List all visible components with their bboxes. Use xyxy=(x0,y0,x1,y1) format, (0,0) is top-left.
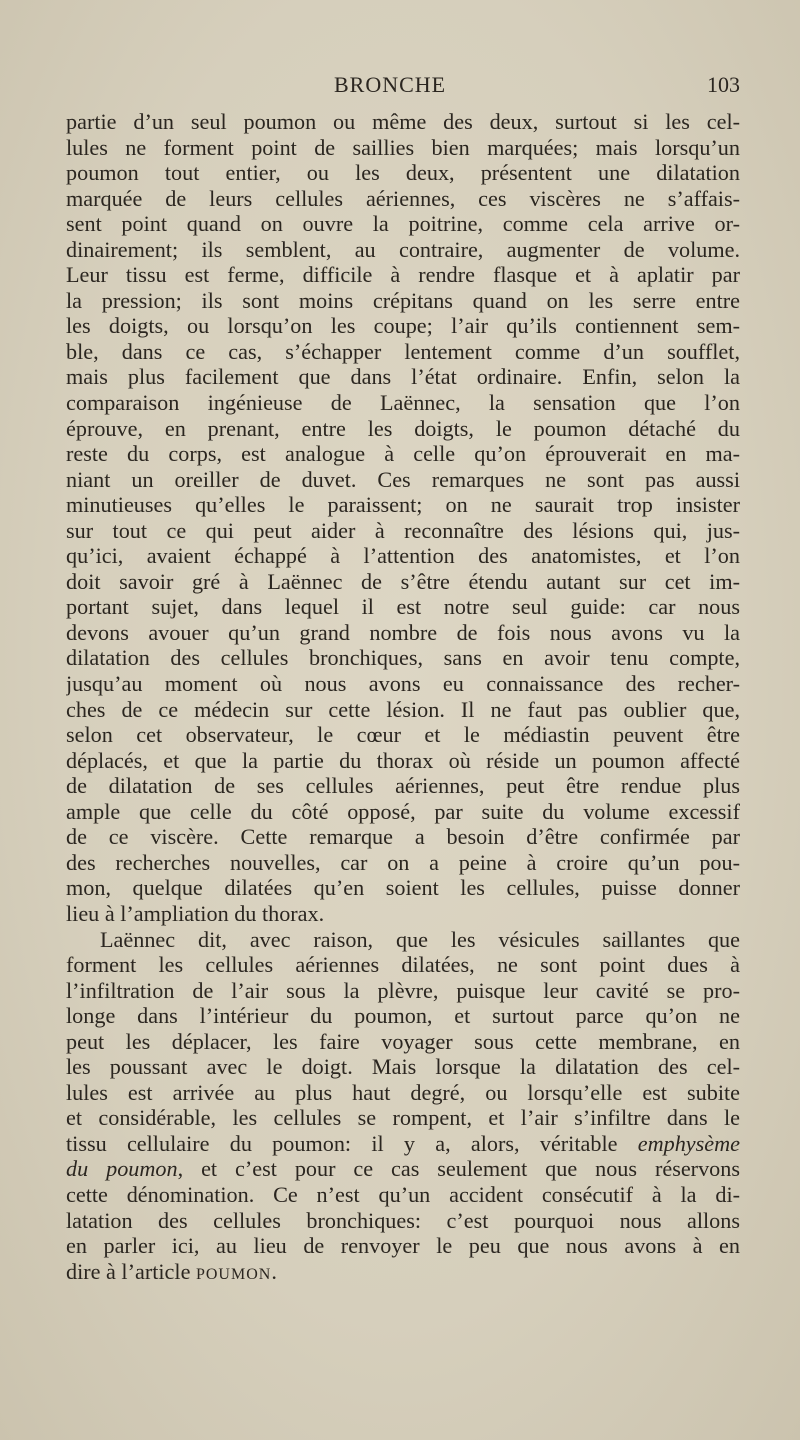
page-number: 103 xyxy=(707,72,740,97)
text-line: peut les déplacer, les faire voyager sous cette membrane, en xyxy=(66,1028,740,1054)
cross-reference: poumon. xyxy=(195,1258,278,1284)
text-line: portant sujet, dans lequel il est notre seul guide: car nous xyxy=(66,594,740,620)
text-line: cette dénomination. Ce n’est qu’un accident consécutif à la di- xyxy=(66,1181,740,1207)
text-fragment: dire à l’article xyxy=(66,1258,191,1284)
text-line: la pression; ils sont moins crépitans quand on les serre entre xyxy=(66,287,740,313)
text-line: l’infiltration de l’air sous la plèvre, puisque leur cavité se pro- xyxy=(66,977,740,1003)
text-line: doit savoir gré à Laënnec de s’être étendu autant sur cet im- xyxy=(66,568,740,594)
text-line-with-emphasis xyxy=(66,1131,740,1157)
text-line: les poussant avec le doigt. Mais lorsque la dilatation des cel- xyxy=(66,1054,740,1080)
text-line: latation des cellules bronchiques: c’est pourquoi nous allons xyxy=(66,1207,740,1233)
text-line: lules ne forment point de saillies bien marquées; mais lorsqu’un xyxy=(66,134,740,160)
text-line: dinairement; ils semblent, au contraire, augmenter de volume. xyxy=(66,236,740,262)
text-line: lieu à l’ampliation du thorax. xyxy=(66,900,325,926)
text-line: poumon tout entier, ou les deux, présentent une dilatation xyxy=(66,160,740,186)
running-head xyxy=(66,72,740,106)
text-line: en parler ici, au lieu de renvoyer le peu que nous avons à en xyxy=(66,1233,740,1259)
text-line: mais plus facilement que dans l’état ordinaire. Enfin, selon la xyxy=(66,364,740,390)
text-line: éprouve, en prenant, entre les doigts, le poumon détaché du xyxy=(66,415,740,441)
text-line: reste du corps, est analogue à celle qu’on éprouverait en ma- xyxy=(66,441,740,467)
text-line: qu’ici, avaient échappé à l’attention des anatomistes, et l’on xyxy=(66,543,740,569)
text-line: dilatation des cellules bronchiques, sans en avoir tenu compte, xyxy=(66,645,740,671)
text-line: marquée de leurs cellules aériennes, ces viscères ne s’affais- xyxy=(66,185,740,211)
text-fragment: tissu cellulaire du poumon: il y a, alors, véritable xyxy=(66,1130,618,1156)
text-line: niant un oreiller de duvet. Ces remarques ne sont pas aussi xyxy=(66,466,740,492)
text-line: Laënnec dit, avec raison, que les vésicules saillantes que xyxy=(100,926,740,952)
text-line-with-reference xyxy=(66,1259,740,1285)
text-line: devons avouer qu’un grand nombre de fois nous avons vu la xyxy=(66,619,740,645)
text-line: de ce viscère. Cette remarque a besoin d’être confirmée par xyxy=(66,824,740,850)
emphasized-term: emphysème xyxy=(637,1130,740,1156)
text-line: les doigts, ou lorsqu’on les coupe; l’air qu’ils contiennent sem- xyxy=(66,313,740,339)
text-line: Leur tissu est ferme, difficile à rendre flasque et à aplatir par xyxy=(66,262,740,288)
running-title: BRONCHE xyxy=(334,72,447,97)
text-line: forment les cellules aériennes dilatées, ne sont point dues à xyxy=(66,952,740,978)
text-line: déplacés, et que la partie du thorax où réside un poumon affecté xyxy=(66,747,740,773)
text-line: mon, quelque dilatées qu’en soient les cellules, puisse donner xyxy=(66,875,740,901)
text-line: minutieuses qu’elles le paraissent; on ne saurait trop insister xyxy=(66,492,740,518)
text-line: sent point quand on ouvre la poitrine, comme cela arrive or- xyxy=(66,211,740,237)
text-line: selon cet observateur, le cœur et le médiastin peuvent être xyxy=(66,722,740,748)
text-line: longe dans l’intérieur du poumon, et surtout parce qu’on ne xyxy=(66,1003,740,1029)
text-line: comparaison ingénieuse de Laënnec, la sensation que l’on xyxy=(66,390,740,416)
text-fragment: , et c’est pour ce cas seulement que nous réservons xyxy=(177,1156,740,1182)
text-line: et considérable, les cellules se rompent, et l’air s’infiltre dans le xyxy=(66,1105,740,1131)
text-line: partie d’un seul poumon ou même des deux, surtout si les cel- xyxy=(66,109,740,134)
text-line: ample que celle du côté opposé, par suite du volume excessif xyxy=(66,798,740,824)
text-line: sur tout ce qui peut aider à reconnaître des lésions qui, jus- xyxy=(66,517,740,543)
text-line: de dilatation de ses cellules aériennes, peut être rendue plus xyxy=(66,773,740,799)
text-line: ble, dans ce cas, s’échapper lentement comme d’un soufflet, xyxy=(66,338,740,364)
text-line: ches de ce médecin sur cette lésion. Il ne faut pas oublier que, xyxy=(66,696,740,722)
text-line: jusqu’au moment où nous avons eu connaissance des recher- xyxy=(66,671,740,697)
text-line: des recherches nouvelles, car on a peine à croire qu’un pou- xyxy=(66,849,740,875)
text-line xyxy=(66,1156,740,1182)
emphasized-term: du poumon xyxy=(66,1156,178,1182)
body-text xyxy=(66,109,740,1284)
text-line: lules est arrivée au plus haut degré, ou lorsqu’elle est subite xyxy=(66,1079,740,1105)
